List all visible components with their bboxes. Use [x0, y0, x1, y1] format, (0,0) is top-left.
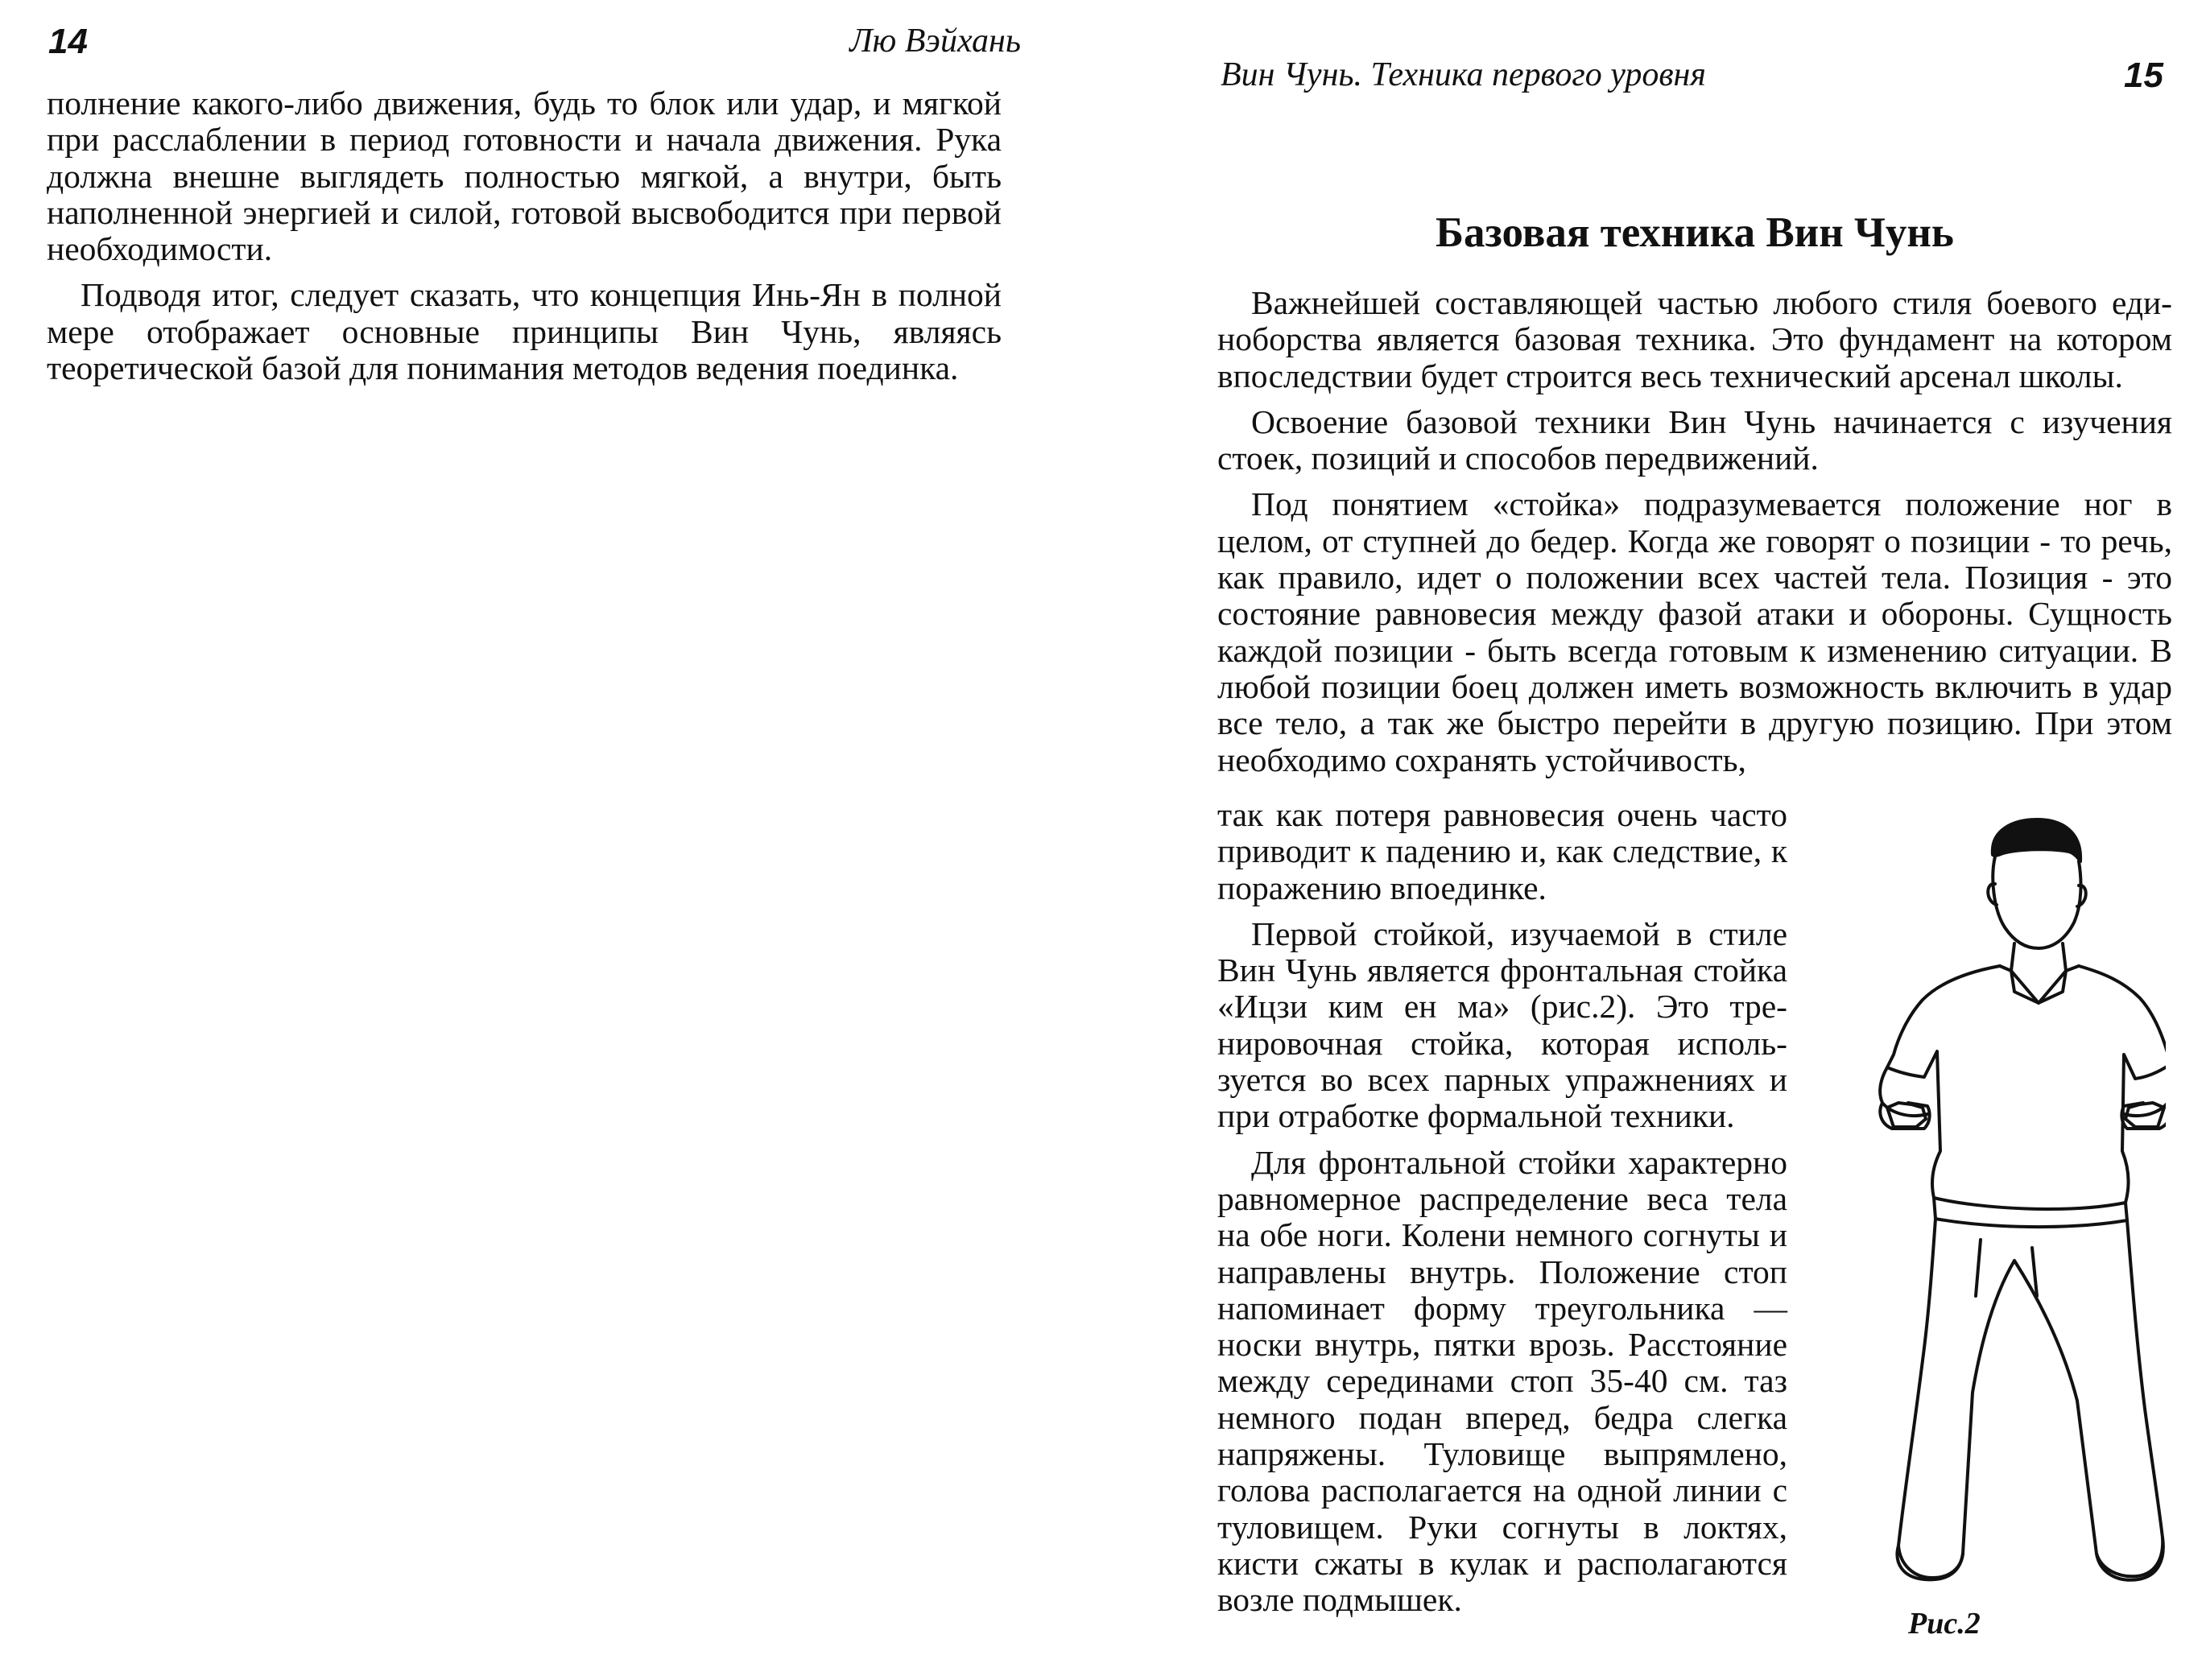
running-head-right: Вин Чунь. Техника первого уровня: [1221, 56, 1706, 93]
section-title: Базовая техника Вин Чунь: [1436, 209, 1954, 256]
paragraph: так как потеря равновесия очень часто приводит к падению и, как следствие, к поражению впоединке.: [1217, 796, 1787, 906]
trousers: [1898, 1219, 2163, 1578]
hair: [1993, 819, 2080, 861]
foot-left: [1897, 1546, 1963, 1579]
page-number-left: 14: [48, 22, 88, 61]
head: [1993, 857, 2080, 948]
paragraph: Под понятием «стойка» подразумевается положение ног в целом, от ступней до бедер. Когда же говорят о позиции - то речь, как правило, идет о положении всех частей тела. Позиция - это состояние равновесия между фазой атаки и обороны. Сущность каждой позиции - быть всегда готовым к изменению ситуации. В любой позиции боец должен иметь возможность включить в удар все тело, а так же быстро перейти в другую позицию. При этом необходимо сохранять устойчивость,: [1217, 485, 2172, 778]
paragraph: Подводя итог, следует сказать, что концепция Инь-Ян в полной мере отображает основные принципы Вин Чунь, являясь теоретической базой для понимания методов ведения поединка.: [47, 276, 1002, 387]
running-head-left: Лю Вэйхань: [849, 23, 1021, 60]
page-number-right: 15: [2124, 56, 2163, 95]
front-stance-figure: [1803, 813, 2166, 1602]
paragraph: Освоение базовой техники Вин Чунь начинается с изучения стоек, позиций и способов передвижений.: [1217, 402, 2172, 477]
shirt: [1887, 966, 2166, 1209]
paragraph: Первой стойкой, изучаемой в стиле Вин Чунь является фронтальная стойка «Ицзи ким ен ма» (рис.2). Это тренировочная стойка, которая используется во всех парных упражнениях и при отработке формальной техники.: [1217, 914, 1787, 1135]
right-body-text-full: [1217, 285, 2172, 778]
right-body-text-narrow: [1217, 797, 1787, 1619]
right-page: [1103, 0, 2206, 1680]
figure-caption: Рис.2: [1908, 1607, 1981, 1641]
paragraph: полнение какого-либо движения, будь то блок или удар, и мягкой при расслаблении в период готовности и начала движения. Рука должна внешне выглядеть полностью мягкой, а внутри, быть наполненной энергией и силой, готовой высвободится при первой необходимости.: [47, 85, 1002, 268]
foot-right: [2097, 1538, 2163, 1580]
paragraph: Для фронтальной стойки характерно равномерное распределение веса тела на обе ноги. Колени немного согнуты и направлены внутрь. Положение стоп напоминает форму треугольника — носки внутрь, пятки врозь. Расстояние между серединами стоп 35-40 см. таз немного подан вперед, бедра слегка напряжены. Туловище выпрямлено, голова располагается на одной линии с туловищем. Руки согнуты в локтях, кисти сжаты в кулак и располагаются возле подмышек.: [1217, 1143, 1787, 1619]
left-body-text: [47, 85, 1002, 386]
crease-left: [1976, 1240, 2037, 1296]
collar: [2000, 966, 2079, 1003]
sleeve-left: [1880, 1067, 1887, 1103]
paragraph: Важнейшей составляющей частью любого стиля боевого единоборства является базовая техника. Это фундамент на котором впоследствии будет строится весь технический арсенал школы.: [1217, 284, 2172, 394]
